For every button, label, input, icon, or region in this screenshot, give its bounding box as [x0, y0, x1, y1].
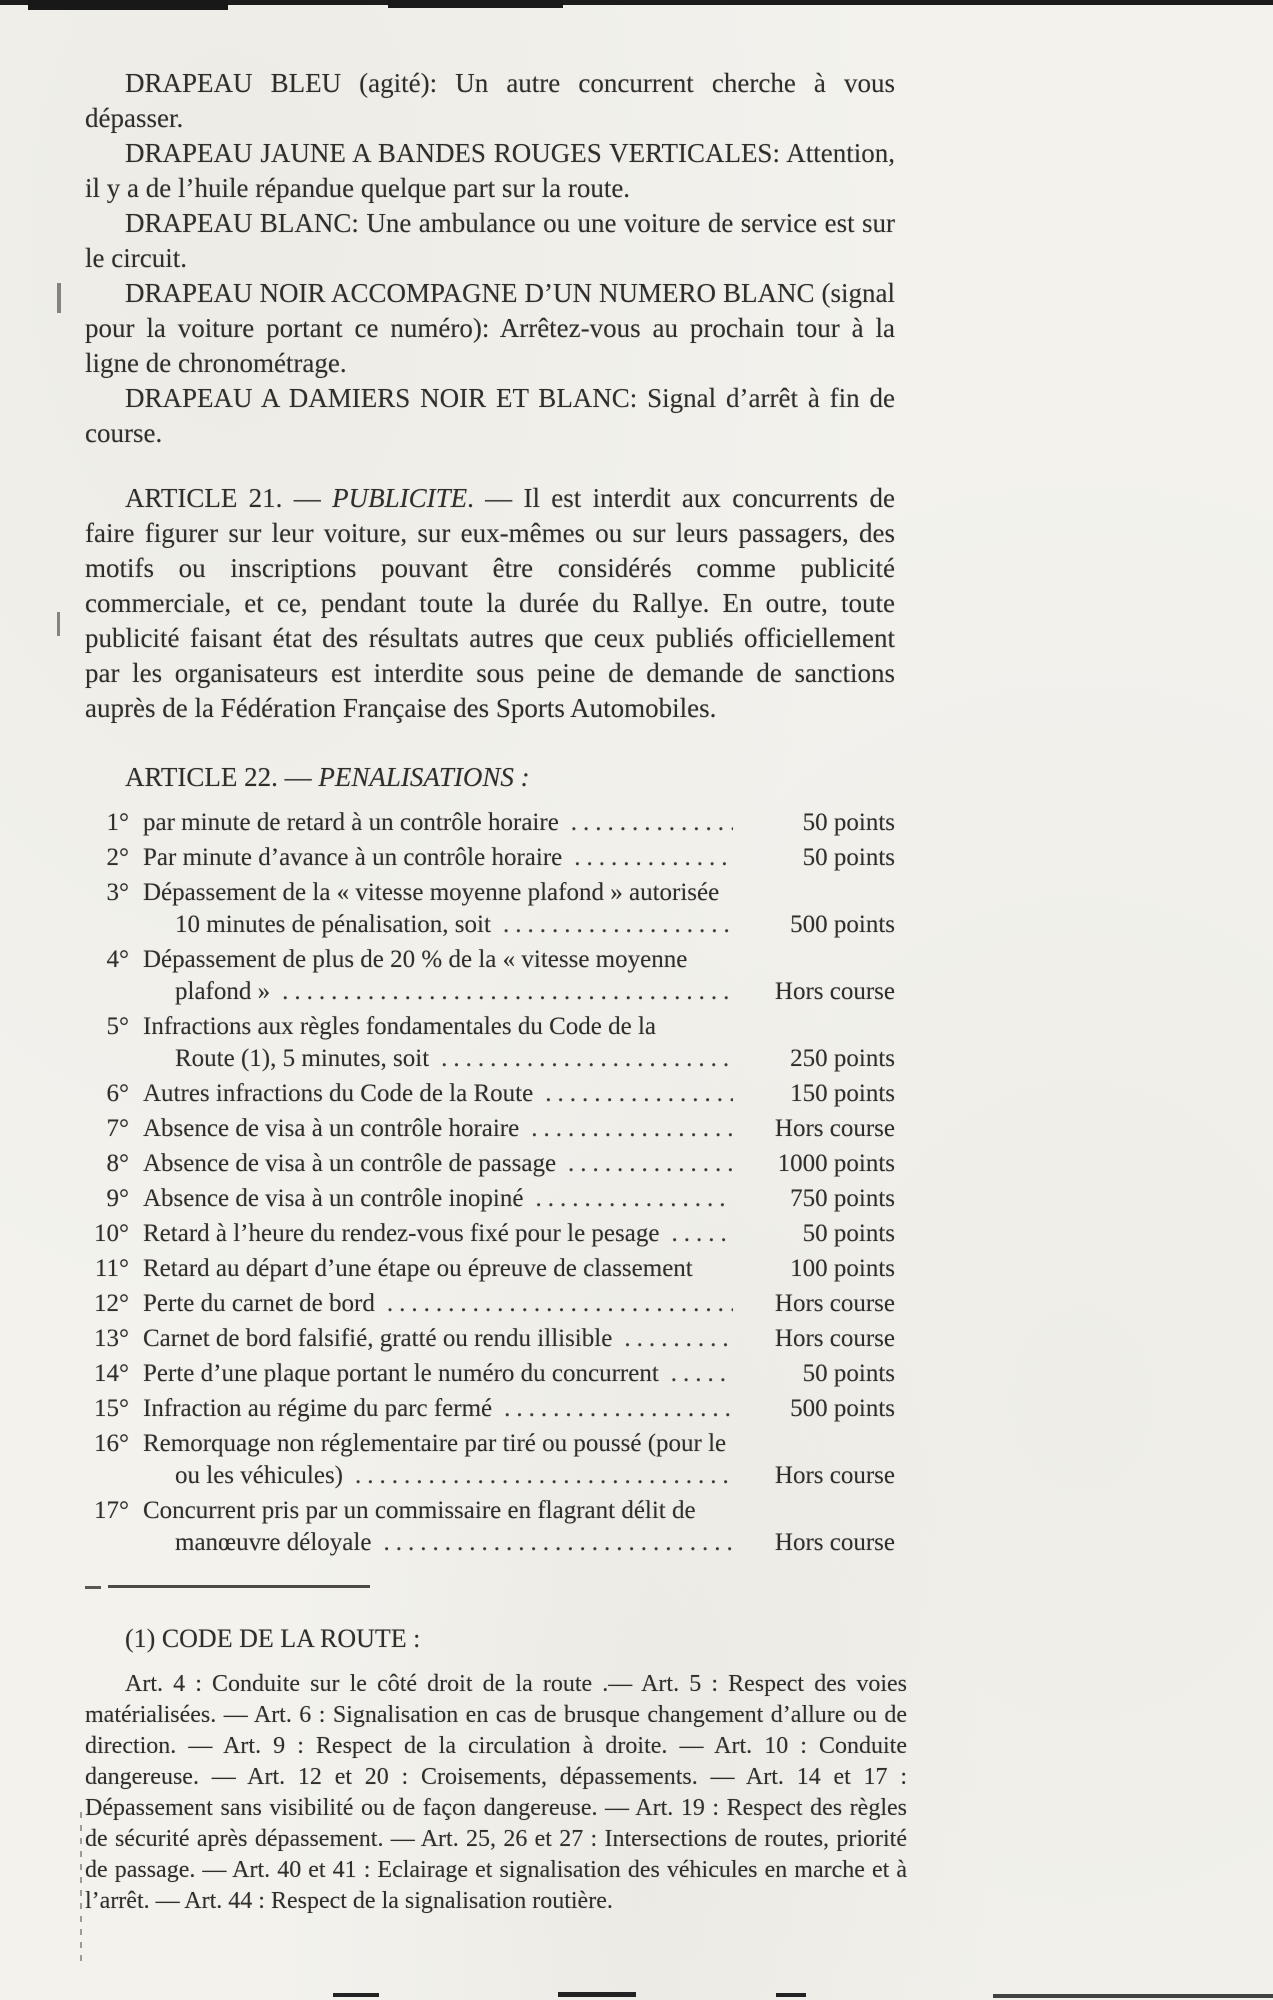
penalty-row	[85, 807, 895, 839]
penalty-value: Hors course	[774, 1462, 895, 1489]
penalty-value: 500 points	[790, 1395, 895, 1422]
flag-paragraph: DRAPEAU BLANC: Une ambulance ou une voiture de service est sur le circuit.	[85, 208, 895, 273]
dot-leader	[671, 1358, 733, 1390]
penalty-row	[85, 1148, 895, 1180]
penalty-number: 2°	[106, 844, 129, 871]
flag-paragraph: DRAPEAU BLEU (agité): Un autre concurrent cherche à vous dépasser.	[85, 68, 895, 133]
scan-artifact-bottom-edge	[776, 1993, 806, 1997]
penalty-value: 50 points	[802, 809, 895, 836]
penalty-description: plafond »	[175, 978, 271, 1005]
penalty-description: manœuvre déloyale	[175, 1529, 372, 1556]
penalty-item	[85, 1393, 895, 1425]
penalty-row	[85, 944, 895, 976]
penalty-description: Par minute d’avance à un contrôle horaire	[143, 844, 563, 871]
penalty-number: 8°	[106, 1150, 129, 1177]
penalty-value: 50 points	[802, 1220, 895, 1247]
penalty-description: Retard au départ d’une étape ou épreuve de classement	[143, 1255, 693, 1282]
article-22-label: ARTICLE 22. —	[125, 762, 319, 792]
penalty-description: Infractions aux règles fondamentales du Code de la	[143, 1013, 657, 1040]
penalty-row	[85, 1527, 895, 1559]
scan-artifact-top-edge	[0, 0, 1273, 5]
dot-leader	[387, 1288, 733, 1320]
penalty-description: 10 minutes de pénalisation, soit	[175, 911, 491, 938]
dot-leader	[355, 1460, 733, 1492]
penalty-value: Hors course	[774, 1290, 895, 1317]
penalty-value: 50 points	[802, 844, 895, 871]
penalty-value: Hors course	[774, 978, 895, 1005]
penalty-description: Route (1), 5 minutes, soit	[175, 1045, 430, 1072]
penalty-row	[85, 1043, 895, 1075]
flag-paragraph: DRAPEAU JAUNE A BANDES ROUGES VERTICALES: Attention, il y a de l’huile répandue quelque part sur la route.	[85, 138, 895, 203]
rule-dash	[85, 1586, 101, 1589]
page-content	[85, 66, 907, 1917]
dot-leader	[504, 1393, 733, 1425]
penalty-item	[85, 1078, 895, 1110]
penalty-item	[85, 1428, 895, 1492]
penalty-number: 5°	[106, 1013, 129, 1040]
penalty-row	[85, 1460, 895, 1492]
dot-leader	[624, 1323, 733, 1355]
penalty-item	[85, 1148, 895, 1180]
penalty-number: 12°	[94, 1290, 129, 1317]
penalty-row	[85, 976, 895, 1008]
penalty-value: Hors course	[774, 1115, 895, 1142]
dot-leader	[503, 909, 733, 941]
penalty-item	[85, 877, 895, 941]
penalty-item	[85, 944, 895, 1008]
penalty-item	[85, 1288, 895, 1320]
penalty-row	[85, 1011, 895, 1043]
penalty-row	[85, 1183, 895, 1215]
penalty-number: 14°	[94, 1360, 129, 1387]
penalty-item	[85, 1011, 895, 1075]
penalties-list	[85, 807, 895, 1559]
penalty-row	[85, 1393, 895, 1425]
penalty-value: 150 points	[790, 1080, 895, 1107]
article-22-heading	[85, 760, 895, 795]
footnote-body: Art. 4 : Conduite sur le côté droit de la route .— Art. 5 : Respect des voies matérialisées. — Art. 6 : Signalisation en cas de brusque changement d’allure ou de direction. — Art. 9 : Respect de la circulation à droite. — Art. 10 : Conduite dangereuse. — Art. 12 et 20 : Croisements, dépassements. — Art. 14 et 17 : Dépassement sans visibilité ou de façon dangereuse. — Art. 19 : Respect des règles de sécurité après dépassement. — Art. 25, 26 et 27 : Intersections de routes, priorité de passage. — Art. 40 et 41 : Eclairage et signalisation des véhicules en marche et à l’arrêt. — Art. 44 : Respect de la signalisation routière.	[85, 1671, 907, 1914]
penalty-item	[85, 807, 895, 839]
penalty-item	[85, 1495, 895, 1559]
penalty-row	[85, 1253, 895, 1285]
penalty-description: Retard à l’heure du rendez-vous fixé pour le pesage	[143, 1220, 660, 1247]
penalty-description: Absence de visa à un contrôle horaire	[143, 1115, 520, 1142]
dot-leader	[531, 1113, 733, 1145]
penalty-row	[85, 1495, 895, 1527]
dot-leader	[535, 1183, 733, 1215]
penalty-description: Autres infractions du Code de la Route	[143, 1080, 534, 1107]
penalty-description: Dépassement de plus de 20 % de la « vitesse moyenne	[143, 946, 688, 973]
penalty-number: 17°	[94, 1497, 129, 1524]
penalty-description: Carnet de bord falsifié, gratté ou rendu illisible	[143, 1325, 613, 1352]
penalty-description: par minute de retard à un contrôle horaire	[143, 809, 559, 836]
footnote-section	[85, 1623, 907, 1917]
footnote-separator-rule	[85, 1585, 895, 1589]
penalty-number: 3°	[106, 879, 129, 906]
penalty-item	[85, 1183, 895, 1215]
dot-leader	[383, 1527, 733, 1559]
dot-leader	[568, 1148, 733, 1180]
penalty-description: Perte du carnet de bord	[143, 1290, 375, 1317]
penalty-row	[85, 1323, 895, 1355]
penalty-item	[85, 1253, 895, 1285]
penalty-number: 11°	[94, 1255, 129, 1282]
penalty-row	[85, 1113, 895, 1145]
scan-artifact-bottom-edge	[558, 1992, 636, 1997]
penalty-value: 250 points	[790, 1045, 895, 1072]
penalty-row	[85, 909, 895, 941]
penalty-description: Perte d’une plaque portant le numéro du concurrent	[143, 1360, 659, 1387]
dot-leader	[671, 1218, 733, 1250]
dot-leader	[571, 807, 733, 839]
penalty-description: Concurrent pris par un commissaire en flagrant délit de	[143, 1497, 696, 1524]
penalty-description: Infraction au régime du parc fermé	[143, 1395, 493, 1422]
penalty-description: Absence de visa à un contrôle inopiné	[143, 1185, 524, 1212]
penalty-value: 50 points	[802, 1360, 895, 1387]
penalty-number: 9°	[106, 1185, 129, 1212]
penalty-description: ou les véhicules)	[175, 1462, 344, 1489]
penalty-number: 16°	[94, 1430, 129, 1457]
penalty-number: 6°	[106, 1080, 129, 1107]
penalty-value: Hors course	[774, 1325, 895, 1352]
penalty-value: Hors course	[774, 1529, 895, 1556]
scan-artifact-bottom-edge	[333, 1993, 379, 1997]
penalty-number: 15°	[94, 1395, 129, 1422]
penalty-number: 7°	[106, 1115, 129, 1142]
article-21-label: ARTICLE 21. —	[125, 483, 333, 513]
article-21-paragraph	[85, 481, 895, 726]
penalty-row	[85, 842, 895, 874]
penalty-number: 4°	[106, 946, 129, 973]
penalty-description: Remorquage non réglementaire par tiré ou poussé (pour le	[143, 1430, 727, 1457]
penalty-value: 750 points	[790, 1185, 895, 1212]
scan-artifact-left-mark	[57, 612, 60, 636]
rule-line	[108, 1585, 370, 1588]
scan-artifact-dotted-line	[80, 1812, 82, 1964]
dot-leader	[282, 976, 733, 1008]
scan-artifact-bottom-edge	[993, 1994, 1273, 1998]
penalty-value: 100 points	[790, 1255, 895, 1282]
penalty-row	[85, 877, 895, 909]
penalty-row	[85, 1218, 895, 1250]
penalty-value: 1000 points	[777, 1150, 895, 1177]
dot-leader	[441, 1043, 733, 1075]
penalty-item	[85, 1323, 895, 1355]
penalty-number: 1°	[106, 809, 129, 836]
penalty-item	[85, 1113, 895, 1145]
penalty-item	[85, 1218, 895, 1250]
penalty-description: Dépassement de la « vitesse moyenne plafond » autorisée	[143, 879, 720, 906]
penalty-value: 500 points	[790, 911, 895, 938]
penalty-row	[85, 1288, 895, 1320]
scan-artifact-left-mark	[57, 283, 61, 313]
article-21-body: . — Il est interdit aux concurrents de faire figurer sur leur voiture, sur eux-mêmes ou sur leurs passagers, des motifs ou inscriptions pouvant être considérés comme publicité commerciale, et ce, pendant toute la durée du Rallye. En outre, toute publicité faisant état des résultats autres que ceux publiés officiellement par les organisateurs est interdite sous peine de demande de sanctions auprès de la Fédération Française des Sports Automobiles.	[85, 483, 895, 723]
flag-paragraph: DRAPEAU A DAMIERS NOIR ET BLANC: Signal d’arrêt à fin de course.	[85, 383, 895, 448]
penalty-row	[85, 1428, 895, 1460]
penalty-item	[85, 1358, 895, 1390]
penalty-number: 13°	[94, 1325, 129, 1352]
penalty-number: 10°	[94, 1220, 129, 1247]
article-21-title: PUBLICITE	[332, 483, 468, 513]
penalty-description: Absence de visa à un contrôle de passage	[143, 1150, 557, 1177]
footnote-heading: (1) CODE DE LA ROUTE :	[125, 1624, 421, 1653]
article-22-title: PENALISATIONS :	[318, 762, 530, 792]
penalty-row	[85, 1078, 895, 1110]
dot-leader	[574, 842, 733, 874]
flags-section	[85, 66, 895, 451]
penalty-item	[85, 842, 895, 874]
penalty-row	[85, 1358, 895, 1390]
dot-leader	[545, 1078, 733, 1110]
flag-paragraph: DRAPEAU NOIR ACCOMPAGNE D’UN NUMERO BLANC (signal pour la voiture portant ce numéro): Arrêtez-vous au prochain tour à la ligne de chronométrage.	[85, 278, 895, 378]
